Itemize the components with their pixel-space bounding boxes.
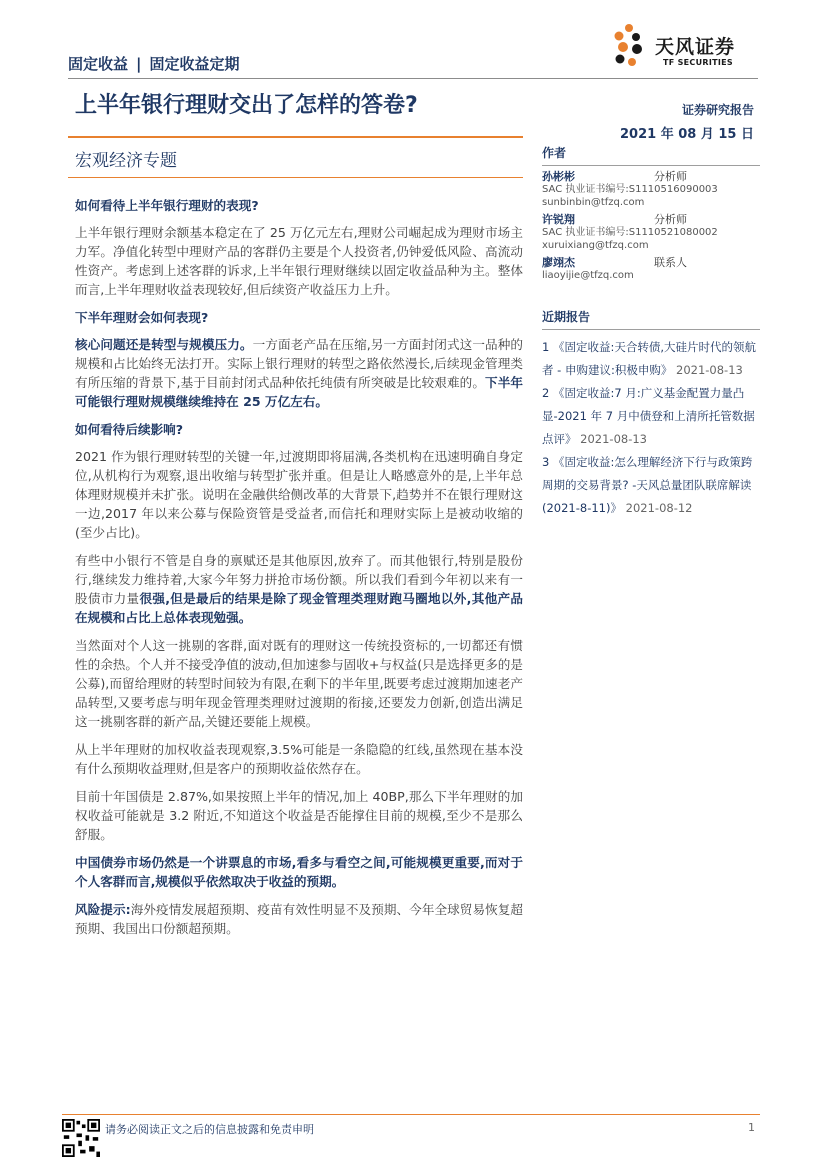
author-name: 许锐翔 [542,213,575,226]
header-divider [68,78,758,79]
page-subtitle: 宏观经济专题 [75,151,177,171]
paragraph: 当然面对个人这一挑剔的客群,面对既有的理财这一传统投资标的,一切都还有惯性的余热。个人并不接受净值的波动,但加速参与固收+与权益(只是选择更多的是公募),而留给理财的转型时间较为有限,在剩下的半年里,既要考虑过渡期加速老产品转型,又要考虑与明年现金管理类理财过渡期的衔接,还要发力创新,创造出满足这一挑剔客群的新产品,关键还要能上规模。 [75,638,523,729]
recent-report-item[interactable] [542,336,760,382]
paragraph-text: 有些中小银行不管是自身的禀赋还是其他原因,放弃了。而其他银行,特别是股份行,继续发力维持着,大家今年努力拼抢市场份额。所以我们看到今年初以来有一股债市力量 [75,553,523,606]
report-date: 2021 年 08 月 15 日 [620,127,754,142]
bold-text: 核心问题还是转型与规模压力。 [75,337,253,352]
paragraph: 2021 作为银行理财转型的关键一年,过渡期即将届满,各类机构在迅速明确自身定位,从机构行为观察,退出收缩与转型扩张并重。但是让人略感意外的是,上半年总体理财规模并未扩张。说明在金融供给侧改革的大背景下,趋势并不在银行理财这一边,2017 年以来公募与保险资管是受益者,而信托和理财实际上是被动收缩的(至少占比)。 [75,449,523,540]
authors-panel [542,144,760,282]
paragraph-text: 一方面老产品在压缩,另一方面封闭式这一品种的规模和占比始终无法打开。实际上银行理财的转型之路依然漫长,后续现金管理类有所压缩的背景下,基于目前封闭式品种依托纯债有所突破是比较艰难的。 [75,337,523,390]
author-role: 联系人 [654,256,687,269]
title-divider [68,136,523,138]
recent-report-item[interactable] [542,451,760,520]
risk-label: 风险提示: [75,902,131,917]
author-entry [542,213,760,252]
report-link[interactable]: 2 《固定收益:7 月:广义基金配置力量凸显-2021 年 7 月中债登和上清所托管数据点评》 [542,386,755,446]
question-heading: 如何看待后续影响? [75,422,184,437]
bold-text: 下半年可能银行理财规模继续维持在 25 万亿左右。 [75,375,523,409]
author-name: 孙彬彬 [542,170,575,183]
authors-heading: 作者 [542,144,760,166]
author-cert: SAC 执业证书编号:S1110516090003 [542,184,718,195]
author-name: 廖翊杰 [542,256,575,269]
article-body [75,196,523,947]
paragraph: 从上半年理财的加权收益表现观察,3.5%可能是一条隐隐的红线,虽然现在基本没有什么预期收益理财,但是客户的预期收益依然存在。 [75,742,523,776]
paragraph: 目前十年国债是 2.87%,如果按照上半年的情况,加上 40BP,那么下半年理财的加权收益可能就是 3.2 附近,不知道这个收益是否能撑住目前的规模,至少不是那么舒服。 [75,789,523,842]
bold-text: 很强,但是最后的结果是除了现金管理类理财跑马圈地以外,其他产品在规模和占比上总体表现勉强。 [75,591,523,625]
footer-divider [62,1114,760,1115]
author-role: 分析师 [654,213,687,226]
author-email[interactable]: sunbinbin@tfzq.com [542,197,645,208]
report-date-small: 2021-08-12 [625,501,693,515]
paragraph [75,551,523,627]
category-label: 固定收益 [68,55,129,73]
author-entry [542,256,760,282]
report-date-small: 2021-08-13 [676,363,743,377]
report-link[interactable]: 3 《固定收益:怎么理解经济下行与政策跨周期的交易背景? -天风总量团队联席解读(2021-8-11)》 [542,455,753,515]
author-entry [542,170,760,209]
page-number: 1 [748,1121,755,1134]
risk-text: 海外疫情发展超预期、疫苗有效性明显不及预期、今年全球贸易恢复超预期、我国出口份额超预期。 [75,902,524,936]
subtitle-divider [68,177,523,178]
author-email[interactable]: xuruixiang@tfzq.com [542,240,649,251]
recent-reports-heading: 近期报告 [542,308,760,330]
report-date-small: 2021-08-13 [580,432,647,446]
category-separator: | [136,55,142,73]
paragraph [75,335,523,411]
report-type: 证券研究报告 [681,103,754,117]
paragraph: 上半年银行理财余额基本稳定在了 25 万亿元左右,理财公司崛起成为理财市场主力军。净值化转型中理财产品的客群仍主要是个人投资者,仍钟爱低风险、高流动性资产。考虑到上述客群的诉求,上半年银行理财继续以固定收益品种为主。整体而言,上半年理财收益表现较好,但后续资产收益压力上升。 [75,225,523,297]
recent-reports-panel [542,308,760,520]
recent-report-item[interactable] [542,382,760,451]
author-cert: SAC 执业证书编号:S1110521080002 [542,227,718,238]
brand-subtitle: TF SECURITIES [663,58,733,67]
qr-code-icon[interactable] [62,1119,100,1157]
risk-paragraph [75,900,523,938]
author-role: 分析师 [654,170,687,183]
author-email[interactable]: liaoyijie@tfzq.com [542,270,634,281]
paragraph [75,853,523,891]
question-heading: 如何看待上半年银行理财的表现? [75,198,259,213]
question-heading: 下半年理财会如何表现? [75,310,209,325]
bold-text: 中国债券市场仍然是一个讲票息的市场,看多与看空之间,可能规模更重要,而对于个人客群而言,规模似乎依然取决于收益的预期。 [75,855,523,889]
header-category [68,53,240,74]
report-link[interactable]: 1 《固定收益:天合转债,大硅片时代的领航者 - 申购建议:积极申购》 [542,340,757,377]
subcategory-label: 固定收益定期 [149,55,240,73]
disclaimer-link[interactable]: 请务必阅读正文之后的信息披露和免责申明 [105,1123,314,1136]
page-title: 上半年银行理财交出了怎样的答卷? [75,93,418,118]
brand-name: 天风证券 [655,36,736,58]
